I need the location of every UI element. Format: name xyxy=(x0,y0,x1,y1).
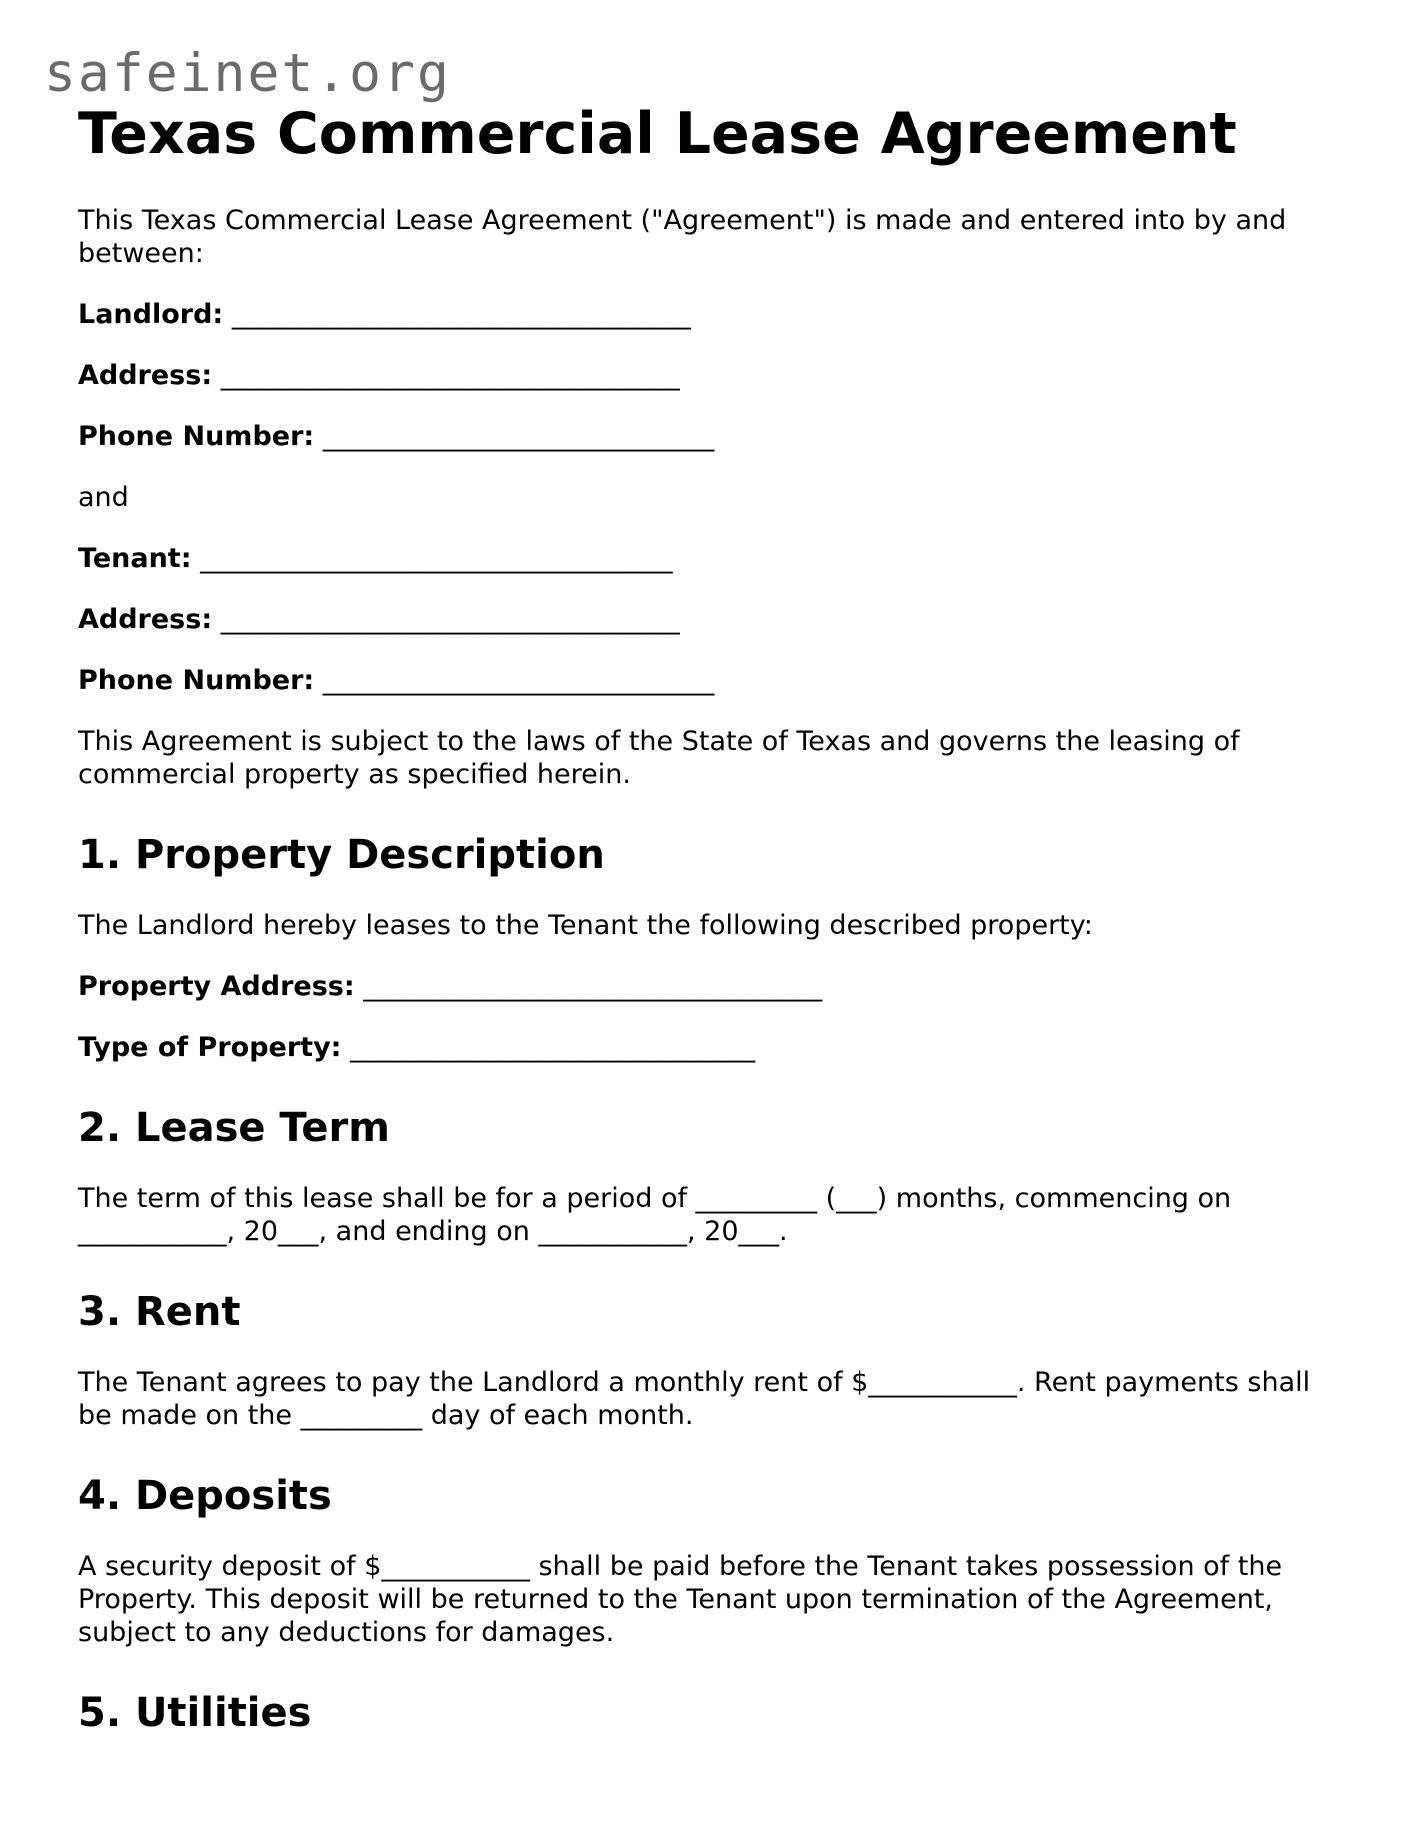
lease-term-text: The term of this lease shall be for a period of _________ (___) months, commencing on ___________, 20___, and ending on ___________, 20___. xyxy=(78,1183,1232,1247)
rent-text: The Tenant agrees to pay the Landlord a monthly rent of $___________. Rent payments shall be made on the _________ day of each month. xyxy=(78,1367,1311,1431)
watermark-text: safeinet.org xyxy=(44,43,451,104)
landlord-phone-field xyxy=(78,420,1348,453)
tenant-name-label: Tenant: xyxy=(78,543,192,574)
property-type-field xyxy=(78,1031,1348,1064)
property-type-blank[interactable]: ______________________________ xyxy=(350,1032,756,1063)
governing-law-paragraph: This Agreement is subject to the laws of the State of Texas and governs the leasing of commercial property as specified herein. xyxy=(78,726,1240,790)
document-title: Texas Commercial Lease Agreement xyxy=(78,101,1237,167)
document-body xyxy=(78,100,1348,1767)
tenant-address-label: Address: xyxy=(78,604,213,635)
section-heading-rent: 3. Rent xyxy=(78,1289,241,1335)
landlord-name-label: Landlord: xyxy=(78,299,224,330)
landlord-phone-blank[interactable]: _____________________________ xyxy=(322,421,715,452)
landlord-address-blank[interactable]: __________________________________ xyxy=(220,360,680,391)
section-heading-utilities: 5. Utilities xyxy=(78,1690,312,1736)
tenant-phone-label: Phone Number: xyxy=(78,665,315,696)
tenant-name-blank[interactable]: ___________________________________ xyxy=(200,543,673,574)
property-address-label: Property Address: xyxy=(78,971,355,1002)
section-heading-property: 1. Property Description xyxy=(78,832,605,878)
landlord-name-field xyxy=(78,298,1348,331)
tenant-address-field xyxy=(78,603,1348,636)
property-address-field xyxy=(78,970,1348,1003)
and-separator: and xyxy=(78,482,129,513)
deposits-text: A security deposit of $___________ shall be paid before the Tenant takes possession of the Property. This deposit will be returned to the Tenant upon termination of the Agreement, subject to any deductions for damages. xyxy=(78,1551,1283,1648)
property-description-text: The Landlord hereby leases to the Tenant the following described property: xyxy=(78,910,1093,941)
tenant-address-blank[interactable]: __________________________________ xyxy=(220,604,680,635)
tenant-phone-field xyxy=(78,664,1348,697)
landlord-name-blank[interactable]: __________________________________ xyxy=(231,299,691,330)
section-heading-lease-term: 2. Lease Term xyxy=(78,1105,390,1151)
tenant-name-field xyxy=(78,542,1348,575)
tenant-phone-blank[interactable]: _____________________________ xyxy=(322,665,715,696)
property-type-label: Type of Property: xyxy=(78,1032,342,1063)
intro-paragraph: This Texas Commercial Lease Agreement ("Agreement") is made and entered into by and between: xyxy=(78,205,1287,269)
section-heading-deposits: 4. Deposits xyxy=(78,1473,332,1519)
landlord-address-field xyxy=(78,359,1348,392)
property-address-blank[interactable]: __________________________________ xyxy=(363,971,823,1002)
landlord-address-label: Address: xyxy=(78,360,213,391)
landlord-phone-label: Phone Number: xyxy=(78,421,315,452)
